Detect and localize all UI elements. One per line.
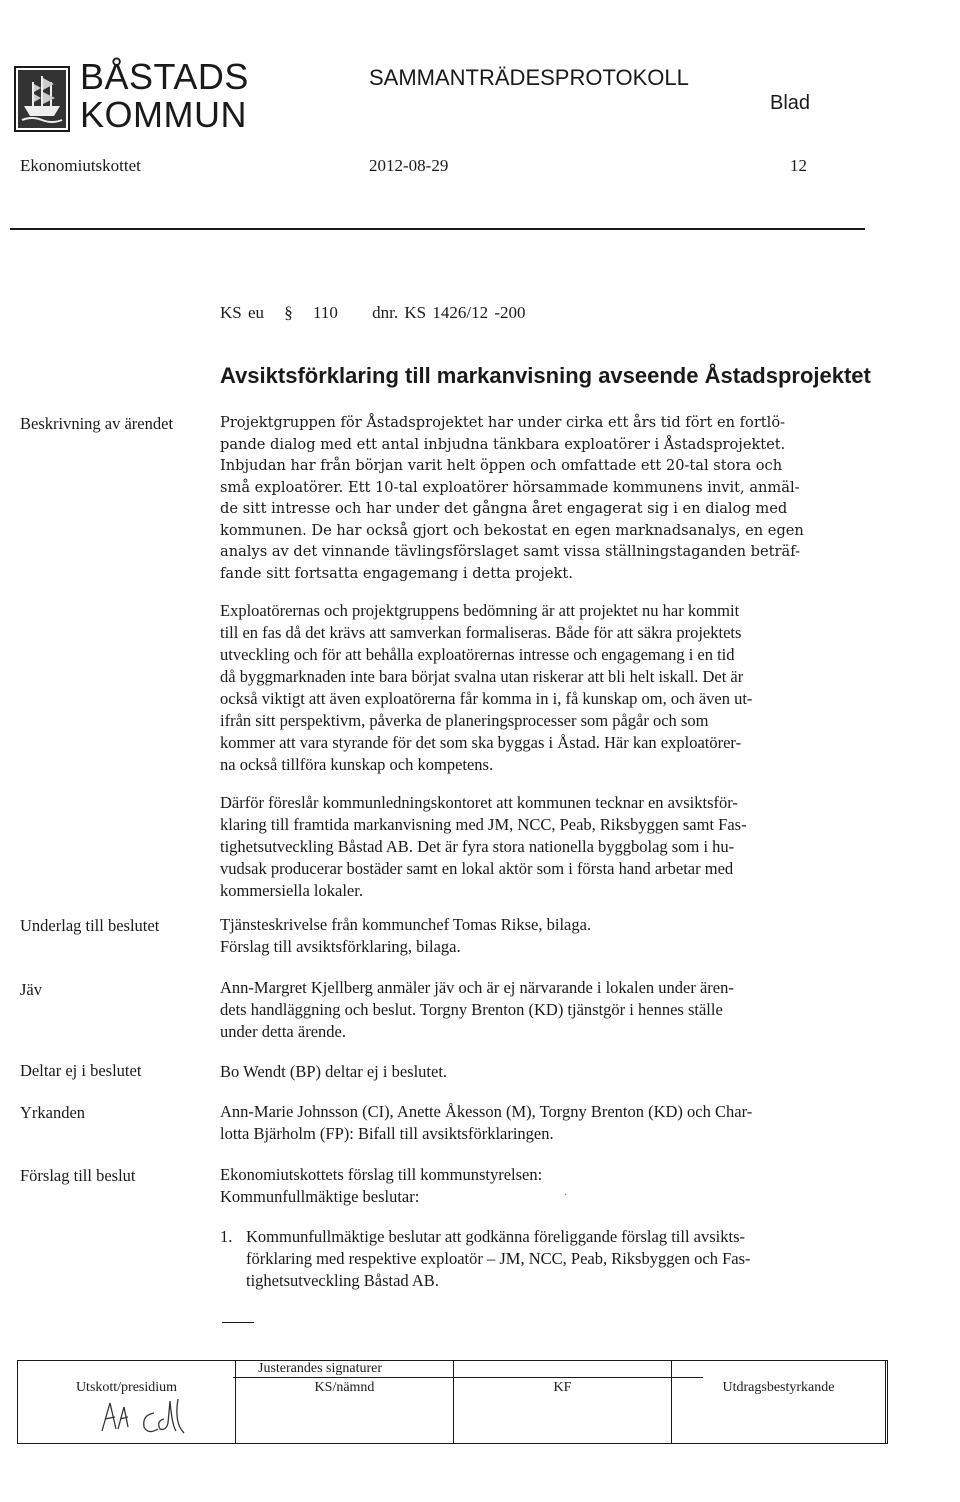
org-name-line2: KOMMUN bbox=[80, 94, 247, 135]
text-line: de sitt intresse och har under det gångna året engagerat sig i en dialog med bbox=[220, 500, 788, 517]
text-line: ifrån sitt perspektivm, påverka de planeringsprocesser som pågår och som bbox=[220, 711, 709, 730]
col-utdrag-label: Utdragsbestyrkande bbox=[722, 1380, 835, 1395]
dnr: dnr. KS 1426/12 -200 bbox=[372, 303, 526, 322]
col-ks-label: KS/nämnd bbox=[314, 1380, 375, 1395]
text-line: tighetsutveckling Båstad AB. bbox=[246, 1271, 439, 1290]
text-line: kommer att vara styrande för det som ska byggas i Åstad. Här kan exploatörer- bbox=[220, 733, 742, 752]
text-line: analys av det vinnande tävlingsförslaget samt vissa ställningstaganden beträf- bbox=[220, 543, 801, 560]
text-line: då byggmarknaden inte bara börjat svalna utan riskerar att bli helt iskall. Det är bbox=[220, 667, 744, 686]
label-jav: Jäv bbox=[20, 980, 42, 999]
text-line: också viktigt att även exploatörerna får komma in i, få kunskap om, och även ut- bbox=[220, 689, 753, 708]
text-line: förklaring med respektive exploatör – JM, NCC, Peab, Riksbyggen och Fas- bbox=[246, 1249, 751, 1268]
meeting-date: 2012-08-29 bbox=[369, 156, 449, 175]
blad-label: Blad bbox=[770, 92, 811, 114]
document-type: SAMMANTRÄDESPROTOKOLL bbox=[369, 65, 689, 90]
underlag-text bbox=[220, 914, 820, 958]
text-line: Projektgruppen för Åstadsprojektet har under cirka ett års tid fört en fortlö- bbox=[220, 414, 786, 431]
text-line: Ann-Margret Kjellberg anmäler jäv och är ej närvarande i lokalen under ären- bbox=[220, 978, 734, 997]
text-line: Därför föreslår kommunledningskontoret att kommunen tecknar en avsiktsför- bbox=[220, 793, 738, 812]
signature-box bbox=[17, 1360, 888, 1444]
yrkanden-text bbox=[220, 1101, 820, 1145]
signature-cell-utskott bbox=[18, 1361, 236, 1443]
text-line: Förslag till avsiktsförklaring, bilaga. bbox=[220, 937, 461, 956]
text-line: Kommunfullmäktige beslutar att godkänna föreliggande förslag till avsikts- bbox=[246, 1227, 746, 1246]
section-number: 110 bbox=[313, 303, 338, 322]
stray-mark: · bbox=[564, 1190, 568, 1201]
end-rule bbox=[222, 1322, 254, 1323]
text-line: klaring till framtida markanvisning med JM, NCC, Peab, Riksbyggen samt Fas- bbox=[220, 815, 747, 834]
col-utskott-label: Utskott/presidium bbox=[75, 1380, 178, 1395]
signature-cell-kf bbox=[454, 1361, 672, 1443]
text-line: fande sitt fortsatta engagemang i detta projekt. bbox=[220, 564, 573, 582]
label-yrkanden: Yrkanden bbox=[20, 1103, 86, 1122]
text-line: små exploatörer. Ett 10-tal exploatörer hörsammade kommunens invit, anmäl- bbox=[220, 478, 800, 496]
item-number: 1. bbox=[220, 1227, 233, 1246]
text-line: Tjänsteskrivelse från kommunchef Tomas Rikse, bilaga. bbox=[220, 915, 592, 934]
municipality-logo bbox=[14, 66, 70, 132]
label-deltar-ej: Deltar ej i beslutet bbox=[20, 1061, 142, 1080]
committee-name: Ekonomiutskottet bbox=[20, 156, 141, 175]
text-line: vudsak producerar bostäder samt en lokal aktör som i första hand arbetar med bbox=[220, 859, 734, 878]
text-line: kommunen. De har också gjort och bekostat en egen marknadsanalys, en egen bbox=[220, 521, 804, 539]
text-line: dets handläggning och beslut. Torgny Brenton (KD) tjänstgör i hennes ställe bbox=[220, 1000, 723, 1019]
text-line: pande dialog med ett antal inbjudna tänkbara exploatörer i Åstadsprojektet. bbox=[220, 435, 786, 453]
text-line: under detta ärende. bbox=[220, 1022, 346, 1041]
justerandes-label: Justerandes signaturer bbox=[258, 1361, 383, 1376]
handwritten-initials bbox=[98, 1395, 188, 1439]
text-line: Inbjudan har från början varit helt öppen och omfattade ett 20-tal stora och bbox=[220, 457, 783, 474]
text-line: Ekonomiutskottets förslag till kommunstyrelsen: bbox=[220, 1165, 543, 1184]
text-line: Ann-Marie Johnsson (CI), Anette Åkesson (M), Torgny Brenton (KD) och Char- bbox=[220, 1102, 753, 1121]
text-line: utveckling och för att behålla exploatörernas intresse och engagemang i en tid bbox=[220, 645, 735, 664]
label-underlag: Underlag till beslutet bbox=[20, 916, 160, 935]
text-line: till en fas då det krävs att samverkan formaliseras. Både för att säkra projektets bbox=[220, 623, 742, 642]
case-reference bbox=[220, 303, 526, 323]
label-forslag: Förslag till beslut bbox=[20, 1166, 136, 1185]
text-line: Kommunfullmäktige beslutar: bbox=[220, 1187, 420, 1206]
col-kf-label: KF bbox=[553, 1380, 572, 1395]
text-line: kommersiella lokaler. bbox=[220, 881, 363, 900]
page-number: 12 bbox=[790, 156, 807, 175]
beskrivning-paragraph-3 bbox=[220, 792, 820, 902]
text-line: tighetsutveckling Båstad AB. Det är fyra stora nationella byggbolag som i hu- bbox=[220, 837, 735, 856]
header-rule bbox=[10, 228, 865, 230]
forslag-text bbox=[220, 1164, 820, 1208]
text-line: lotta Bjärholm (FP): Bifall till avsiktsförklaringen. bbox=[220, 1124, 554, 1143]
ks-label: KS eu bbox=[220, 303, 265, 322]
jav-text bbox=[220, 977, 820, 1043]
beskrivning-paragraph-1 bbox=[220, 412, 820, 584]
signature-cell-utdrag bbox=[672, 1361, 886, 1443]
text-line: na också tillföra kunskap och kompetens. bbox=[220, 755, 494, 774]
section-symbol: § bbox=[284, 303, 293, 322]
text-line: Exploatörernas och projektgruppens bedömning är att projektet nu har kommit bbox=[220, 601, 740, 620]
beskrivning-paragraph-2 bbox=[220, 600, 820, 776]
deltar-text: Bo Wendt (BP) deltar ej i beslutet. bbox=[220, 1062, 448, 1081]
decision-item bbox=[246, 1226, 826, 1292]
org-name-line1: BÅSTADS bbox=[80, 56, 249, 97]
label-beskrivning: Beskrivning av ärendet bbox=[20, 414, 174, 433]
case-title: Avsiktsförklaring till markanvisning avseende Åstadsprojektet bbox=[220, 363, 871, 388]
justerandes-rule bbox=[233, 1377, 703, 1378]
